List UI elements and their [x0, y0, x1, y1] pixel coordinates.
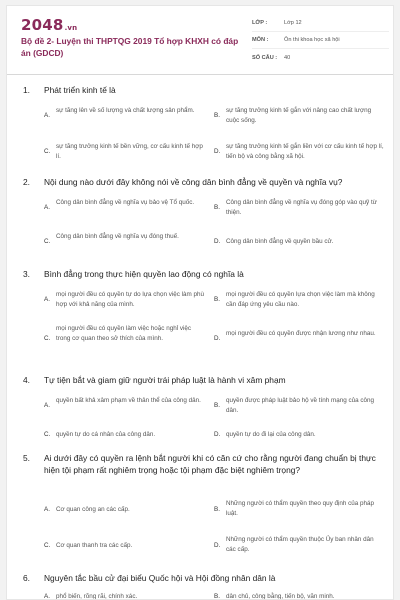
option-text: Cơ quan thanh tra các cấp. [56, 542, 133, 549]
option-text: Công dân bình đẳng về quyền bầu cử. [226, 238, 334, 245]
site-logo[interactable] [21, 16, 77, 34]
document-header [7, 6, 393, 72]
question-number: 4. [23, 375, 30, 385]
option-text: mọi người đều có quyền lựa chọn việc làm mà không cần đáp ứng yêu cầu nào. [226, 291, 375, 308]
option-letter: B. [214, 204, 220, 211]
option-letter: B. [214, 593, 220, 600]
option-letter: C. [44, 238, 51, 245]
option-letter: A. [44, 296, 50, 303]
question-number: 3. [23, 269, 30, 279]
option-letter: C. [44, 335, 51, 342]
meta-row-class [252, 15, 389, 32]
option-text: quyền được pháp luật bảo hộ về tính mạng của công dân. [226, 397, 375, 414]
option-text: quyền tự do cá nhân của công dân. [56, 431, 156, 438]
logo-suffix: .vn [64, 24, 78, 32]
meta-value: 40 [284, 54, 291, 61]
option-text: mọi người đều có quyền được nhận lương như nhau. [226, 330, 376, 337]
option-letter: B. [214, 506, 220, 513]
option-letter: B. [214, 402, 220, 409]
option-text: Công dân bình đẳng về nghĩa vụ đóng góp vào quỹ từ thiện. [226, 199, 377, 216]
option-text: mọi người đều có quyền tự do lựa chọn việc làm phù hợp với khả năng của mình. [56, 291, 205, 308]
option-letter: D. [214, 542, 221, 549]
option-text: sự tăng lên về số lượng và chất lượng sản phẩm. [56, 107, 195, 114]
meta-row-subject [252, 32, 389, 49]
option-letter: A. [44, 506, 50, 513]
question-text: Ai dưới đây có quyền ra lệnh bắt người khi có căn cứ cho rằng người đang chuẩn bị thực hiện tội phạm rất nghiêm trọng hoặc tội phạm đặc biệt nghiêm trọng? [44, 453, 376, 475]
option-letter: C. [44, 148, 51, 155]
option-letter: A. [44, 204, 50, 211]
logo-text: 2048 [21, 16, 64, 34]
option-text: Công dân bình đẳng về nghĩa vụ bảo vệ Tổ quốc. [56, 199, 195, 206]
option-text: phổ biến, rõng rãi, chính xác. [56, 593, 138, 600]
option-text: Những người có thẩm quyền thuộc Ủy ban nhân dân các cấp. [226, 536, 374, 553]
option-letter: D. [214, 238, 221, 245]
question-text: Bình đẳng trong thực hiện quyền lao động có nghĩa là [44, 269, 244, 279]
document-page [6, 5, 394, 600]
document-meta [252, 15, 389, 66]
question-number: 5. [23, 453, 30, 463]
option-letter: C. [44, 542, 51, 549]
question-number: 6. [23, 573, 30, 583]
meta-row-count [252, 49, 389, 66]
header-divider [7, 74, 393, 75]
option-letter: D. [214, 431, 221, 438]
option-letter: A. [44, 112, 50, 119]
option-text: quyền tự do đi lại của công dân. [226, 431, 316, 438]
option-text: sự tăng trưởng kinh tế gắn liền với cơ cấu kinh tế hợp lí, tiến bộ và công bằng xã hội. [226, 143, 384, 160]
question-text: Nội dung nào dưới đây không nói về công dân bình đẳng về quyền và nghĩa vụ? [44, 177, 343, 187]
option-letter: A. [44, 593, 50, 600]
meta-key: SỐ CÂU : [252, 54, 278, 61]
question-number: 2. [23, 177, 30, 187]
meta-value: Ôn thi khoa học xã hội [284, 37, 340, 43]
question-text: Tự tiện bắt và giam giữ người trái pháp luật là hành vi xâm phạm [44, 375, 286, 385]
option-text: Cơ quan công an các cấp. [56, 506, 130, 513]
option-text: dân chủ, công bằng, tiến bộ, văn minh. [226, 593, 335, 600]
option-text: mọi người đều có quyền làm việc hoặc nghỉ việc trong cơ quan theo sở thích của mình. [56, 325, 192, 342]
option-text: Những người có thẩm quyền theo quy định của pháp luật. [226, 500, 375, 517]
document-title: Bộ đề 2- Luyện thi THPTQG 2019 Tổ hợp KHXH có đáp án (GDCD) [21, 36, 239, 58]
option-letter: B. [214, 112, 220, 119]
question-text: Phát triển kinh tế là [44, 85, 116, 95]
option-letter: D. [214, 335, 221, 342]
meta-value: Lớp 12 [284, 20, 302, 26]
meta-key: LỚP : [252, 20, 268, 26]
question-text: Nguyên tắc bầu cử đại biểu Quốc hội và Hội đồng nhân dân là [44, 573, 276, 583]
meta-key: MÔN : [252, 37, 269, 43]
question-number: 1. [23, 85, 30, 95]
option-letter: C. [44, 431, 51, 438]
option-letter: B. [214, 296, 220, 303]
option-letter: A. [44, 402, 50, 409]
option-text: sự tăng trưởng kinh tế gắn với nâng cao chất lượng cuộc sống. [226, 107, 372, 124]
option-text: quyền bất khả xâm phạm về thân thể của công dân. [56, 397, 201, 404]
option-letter: D. [214, 148, 221, 155]
option-text: sự tăng trưởng kinh tế bền vững, cơ cấu kinh tế hợp lí. [56, 143, 203, 160]
option-text: Công dân bình đẳng về nghĩa vụ đóng thuế. [56, 233, 179, 240]
